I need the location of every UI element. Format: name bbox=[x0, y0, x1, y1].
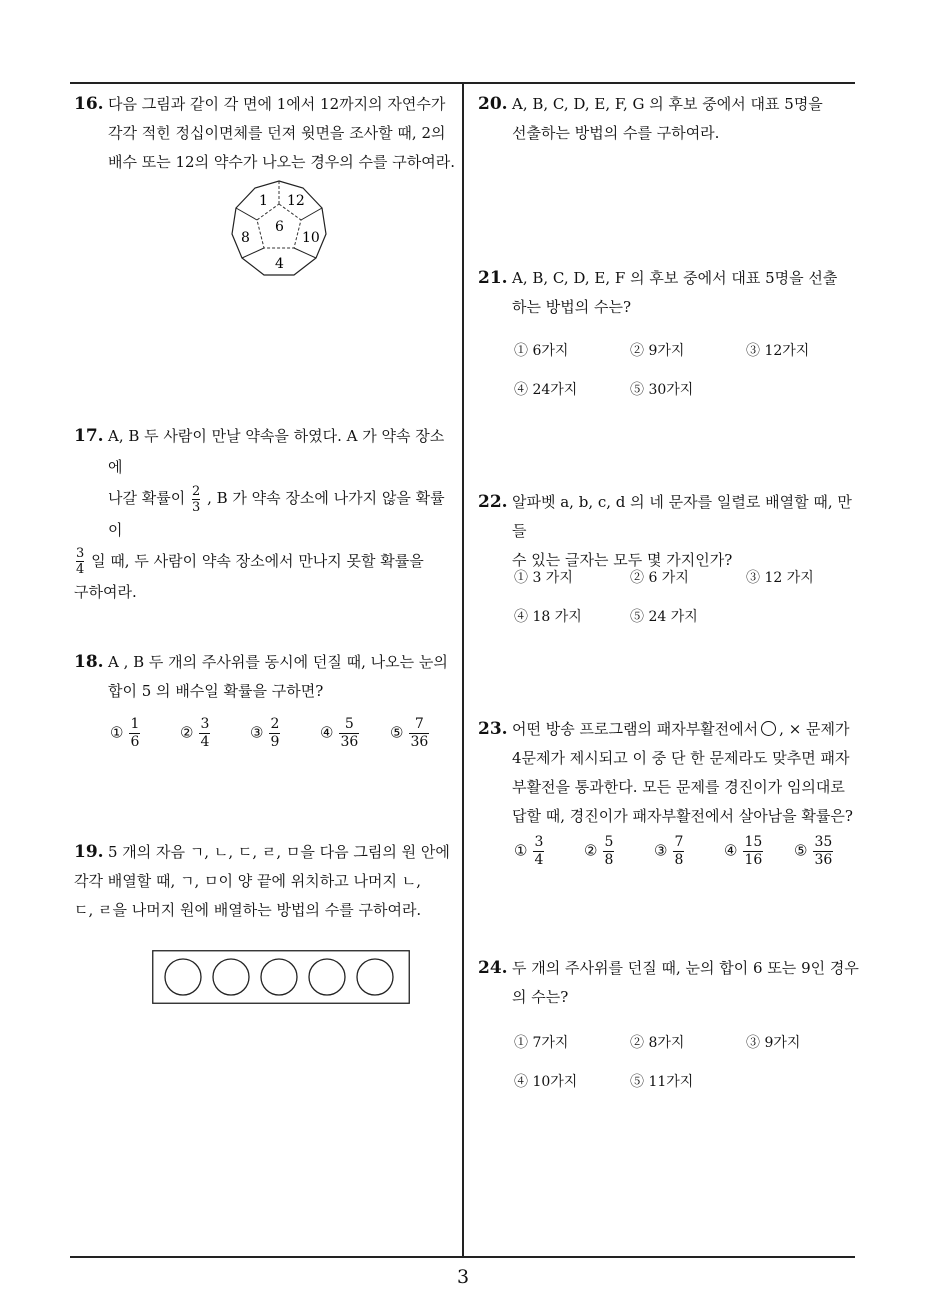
text-line: 5 개의 자음 ㄱ, ㄴ, ㄷ, ㄹ, ㅁ을 다음 그림의 원 안에 bbox=[108, 843, 450, 861]
circle-symbol-icon bbox=[761, 721, 776, 736]
fraction bbox=[76, 546, 84, 577]
choice-number: ⑤ bbox=[390, 723, 404, 742]
text-line: 다음 그림과 같이 각 면에 1에서 12까지의 자연수가 bbox=[108, 95, 446, 113]
fraction bbox=[603, 834, 614, 869]
text-segment: , × 문제가 bbox=[779, 720, 850, 738]
text-line: 각각 배열할 때, ㄱ, ㅁ이 양 끝에 위치하고 나머지 ㄴ, bbox=[74, 872, 422, 890]
q21-choices bbox=[514, 340, 859, 410]
q24-choices bbox=[514, 1032, 859, 1102]
fraction bbox=[129, 716, 140, 751]
page-number: 3 bbox=[456, 1266, 470, 1288]
text-line: 의 수는? bbox=[512, 988, 569, 1006]
choice-1[interactable] bbox=[110, 716, 140, 751]
choice-2[interactable]: ② 8가지 bbox=[630, 1035, 685, 1051]
choice-1[interactable] bbox=[514, 834, 544, 869]
question-17 bbox=[74, 421, 456, 608]
denominator: 4 bbox=[76, 562, 85, 577]
question-number: 20. bbox=[478, 94, 508, 114]
slot-circle bbox=[309, 959, 345, 995]
numerator: 2 bbox=[192, 483, 201, 499]
choice-3[interactable]: ③ 12가지 bbox=[746, 343, 810, 359]
question-number: 21. bbox=[478, 268, 508, 288]
question-text bbox=[512, 715, 863, 831]
choice-4[interactable] bbox=[320, 716, 359, 751]
text-line: 하는 방법의 수는? bbox=[512, 298, 632, 316]
denominator: 9 bbox=[270, 734, 280, 750]
question-number: 24. bbox=[478, 958, 508, 978]
choice-2[interactable]: ② 6 가지 bbox=[630, 570, 689, 586]
fraction bbox=[192, 484, 200, 515]
question-21 bbox=[478, 264, 863, 322]
text-line: A, B, C, D, E, F, G 의 후보 중에서 대표 5명을 bbox=[512, 95, 823, 113]
fraction bbox=[743, 834, 763, 869]
dodecahedron-figure bbox=[228, 178, 330, 280]
question-22 bbox=[478, 488, 863, 575]
denominator: 8 bbox=[674, 852, 684, 868]
choice-2[interactable]: ② 9가지 bbox=[630, 343, 685, 359]
face-label: 10 bbox=[302, 230, 320, 246]
text-line: 구하여라. bbox=[74, 583, 137, 601]
question-23 bbox=[478, 715, 863, 831]
choice-5[interactable]: ⑤ 24 가지 bbox=[630, 609, 698, 625]
numerator: 1 bbox=[130, 716, 140, 732]
denominator: 4 bbox=[534, 852, 544, 868]
denominator: 3 bbox=[192, 499, 201, 515]
denominator: 4 bbox=[200, 734, 210, 750]
choice-number: ② bbox=[180, 723, 194, 742]
choice-number: ② bbox=[584, 841, 598, 860]
fraction bbox=[673, 834, 684, 869]
fraction bbox=[199, 716, 210, 751]
choice-3[interactable]: ③ 9가지 bbox=[746, 1035, 801, 1051]
choice-number: ⑤ bbox=[794, 841, 808, 860]
slot-circle bbox=[357, 959, 393, 995]
text-line bbox=[74, 546, 456, 578]
numerator: 3 bbox=[200, 716, 210, 732]
text-line: 알파벳 a, b, c, d 의 네 문자를 일렬로 배열할 때, 만들 bbox=[512, 493, 852, 540]
choice-number: ③ bbox=[250, 723, 264, 742]
text-line: A, B, C, D, E, F 의 후보 중에서 대표 5명을 선출 bbox=[512, 269, 838, 287]
denominator: 36 bbox=[814, 852, 833, 868]
question-20 bbox=[478, 90, 863, 148]
fraction bbox=[813, 834, 833, 869]
text-line: A, B 두 사람이 만날 약속을 하였다. A 가 약속 장소에 bbox=[108, 427, 445, 476]
choice-2[interactable] bbox=[180, 716, 210, 751]
choice-number: ④ bbox=[724, 841, 738, 860]
question-number: 16. bbox=[74, 94, 104, 114]
denominator: 36 bbox=[340, 734, 359, 750]
text-line: A , B 두 개의 주사위를 동시에 던질 때, 나오는 눈의 bbox=[108, 653, 448, 671]
five-circles-figure bbox=[152, 950, 410, 1004]
choice-4[interactable]: ④ 10가지 bbox=[514, 1074, 578, 1090]
text-line: 합이 5 의 배수일 확률을 구하면? bbox=[108, 682, 324, 700]
choice-number: ① bbox=[514, 841, 528, 860]
text-segment: , B 가 약속 장소에 나가지 않을 확률이 bbox=[108, 489, 445, 539]
text-line: 선출하는 방법의 수를 구하여라. bbox=[512, 124, 720, 142]
numerator: 5 bbox=[344, 716, 354, 732]
face-label: 6 bbox=[275, 219, 284, 235]
question-number: 18. bbox=[74, 652, 104, 672]
question-number: 19. bbox=[74, 842, 104, 862]
slot-circle bbox=[261, 959, 297, 995]
choice-number: ③ bbox=[654, 841, 668, 860]
question-19 bbox=[74, 838, 456, 925]
numerator: 2 bbox=[270, 716, 280, 732]
choice-number: ① bbox=[110, 723, 124, 742]
text-line bbox=[108, 483, 456, 546]
q18-choices bbox=[110, 716, 455, 760]
question-number: 23. bbox=[478, 719, 508, 739]
choice-1[interactable]: ① 7가지 bbox=[514, 1035, 569, 1051]
choice-3[interactable]: ③ 12 가지 bbox=[746, 570, 814, 586]
text-line: 각각 적힌 정십이면체를 던져 윗면을 조사할 때, 2의 bbox=[108, 124, 446, 142]
question-text bbox=[512, 90, 863, 148]
choice-4[interactable] bbox=[724, 834, 763, 869]
q22-choices bbox=[514, 567, 859, 637]
choice-number: ④ bbox=[320, 723, 334, 742]
choice-5[interactable]: ⑤ 11가지 bbox=[630, 1074, 694, 1090]
numerator: 3 bbox=[76, 546, 85, 561]
text-segment: 어떤 방송 프로그램의 패자부활전에서 bbox=[512, 720, 759, 738]
text-line: 두 개의 주사위를 던질 때, 눈의 합이 6 또는 9인 경우 bbox=[512, 959, 859, 977]
numerator: 15 bbox=[744, 834, 763, 850]
question-number: 22. bbox=[478, 492, 508, 512]
choice-3[interactable] bbox=[250, 716, 280, 751]
choice-5[interactable]: ⑤ 30가지 bbox=[630, 382, 694, 398]
text-line bbox=[512, 715, 863, 744]
question-text bbox=[108, 648, 456, 706]
question-text bbox=[512, 954, 863, 1012]
text-line: 배수 또는 12의 약수가 나오는 경우의 수를 구하여라. bbox=[108, 153, 456, 171]
text-line: 답할 때, 경진이가 패자부활전에서 살아남을 확률은? bbox=[512, 807, 853, 825]
question-text bbox=[108, 90, 456, 177]
choice-2[interactable] bbox=[584, 834, 614, 869]
denominator: 16 bbox=[744, 852, 763, 868]
fraction bbox=[409, 716, 429, 751]
denominator: 6 bbox=[130, 734, 140, 750]
fraction bbox=[269, 716, 280, 751]
question-16 bbox=[74, 90, 456, 177]
choice-5[interactable] bbox=[390, 716, 429, 751]
choice-1[interactable]: ① 6가지 bbox=[514, 343, 569, 359]
face-label: 1 bbox=[259, 193, 268, 209]
text-line: 4문제가 제시되고 이 중 단 한 문제라도 맞추면 패자 bbox=[512, 749, 850, 767]
face-label: 8 bbox=[241, 230, 250, 246]
numerator: 5 bbox=[604, 834, 614, 850]
choice-3[interactable] bbox=[654, 834, 684, 869]
slot-circle bbox=[165, 959, 201, 995]
text-line: ㄷ, ㄹ을 나머지 원에 배열하는 방법의 수를 구하여라. bbox=[74, 901, 422, 919]
question-text bbox=[512, 264, 863, 322]
question-18 bbox=[74, 648, 456, 706]
column-divider bbox=[462, 82, 464, 1257]
q23-choices bbox=[514, 834, 859, 878]
text-line: 수 있는 글자는 모두 몇 가지인가? bbox=[512, 551, 733, 569]
text-segment: 일 때, 두 사람이 약속 장소에서 만나지 못할 확률을 bbox=[91, 551, 424, 570]
denominator: 36 bbox=[410, 734, 429, 750]
face-label: 12 bbox=[287, 193, 305, 209]
numerator: 3 bbox=[534, 834, 544, 850]
denominator: 8 bbox=[604, 852, 614, 868]
slot-circle bbox=[213, 959, 249, 995]
fraction bbox=[533, 834, 544, 869]
question-number: 17. bbox=[74, 426, 104, 446]
numerator: 7 bbox=[414, 716, 424, 732]
question-text bbox=[512, 488, 863, 575]
numerator: 7 bbox=[674, 834, 684, 850]
choice-4[interactable]: ④ 18 가지 bbox=[514, 609, 582, 625]
text-line: 부활전을 통과한다. 모든 문제를 경진이가 임의대로 bbox=[512, 778, 845, 796]
face-label: 4 bbox=[275, 256, 284, 272]
text-segment: 나갈 확률이 bbox=[108, 489, 186, 507]
numerator: 35 bbox=[814, 834, 833, 850]
choice-4[interactable]: ④ 24가지 bbox=[514, 382, 578, 398]
fraction bbox=[339, 716, 359, 751]
question-24 bbox=[478, 954, 863, 1012]
choice-1[interactable]: ① 3 가지 bbox=[514, 570, 573, 586]
choice-5[interactable] bbox=[794, 834, 833, 869]
